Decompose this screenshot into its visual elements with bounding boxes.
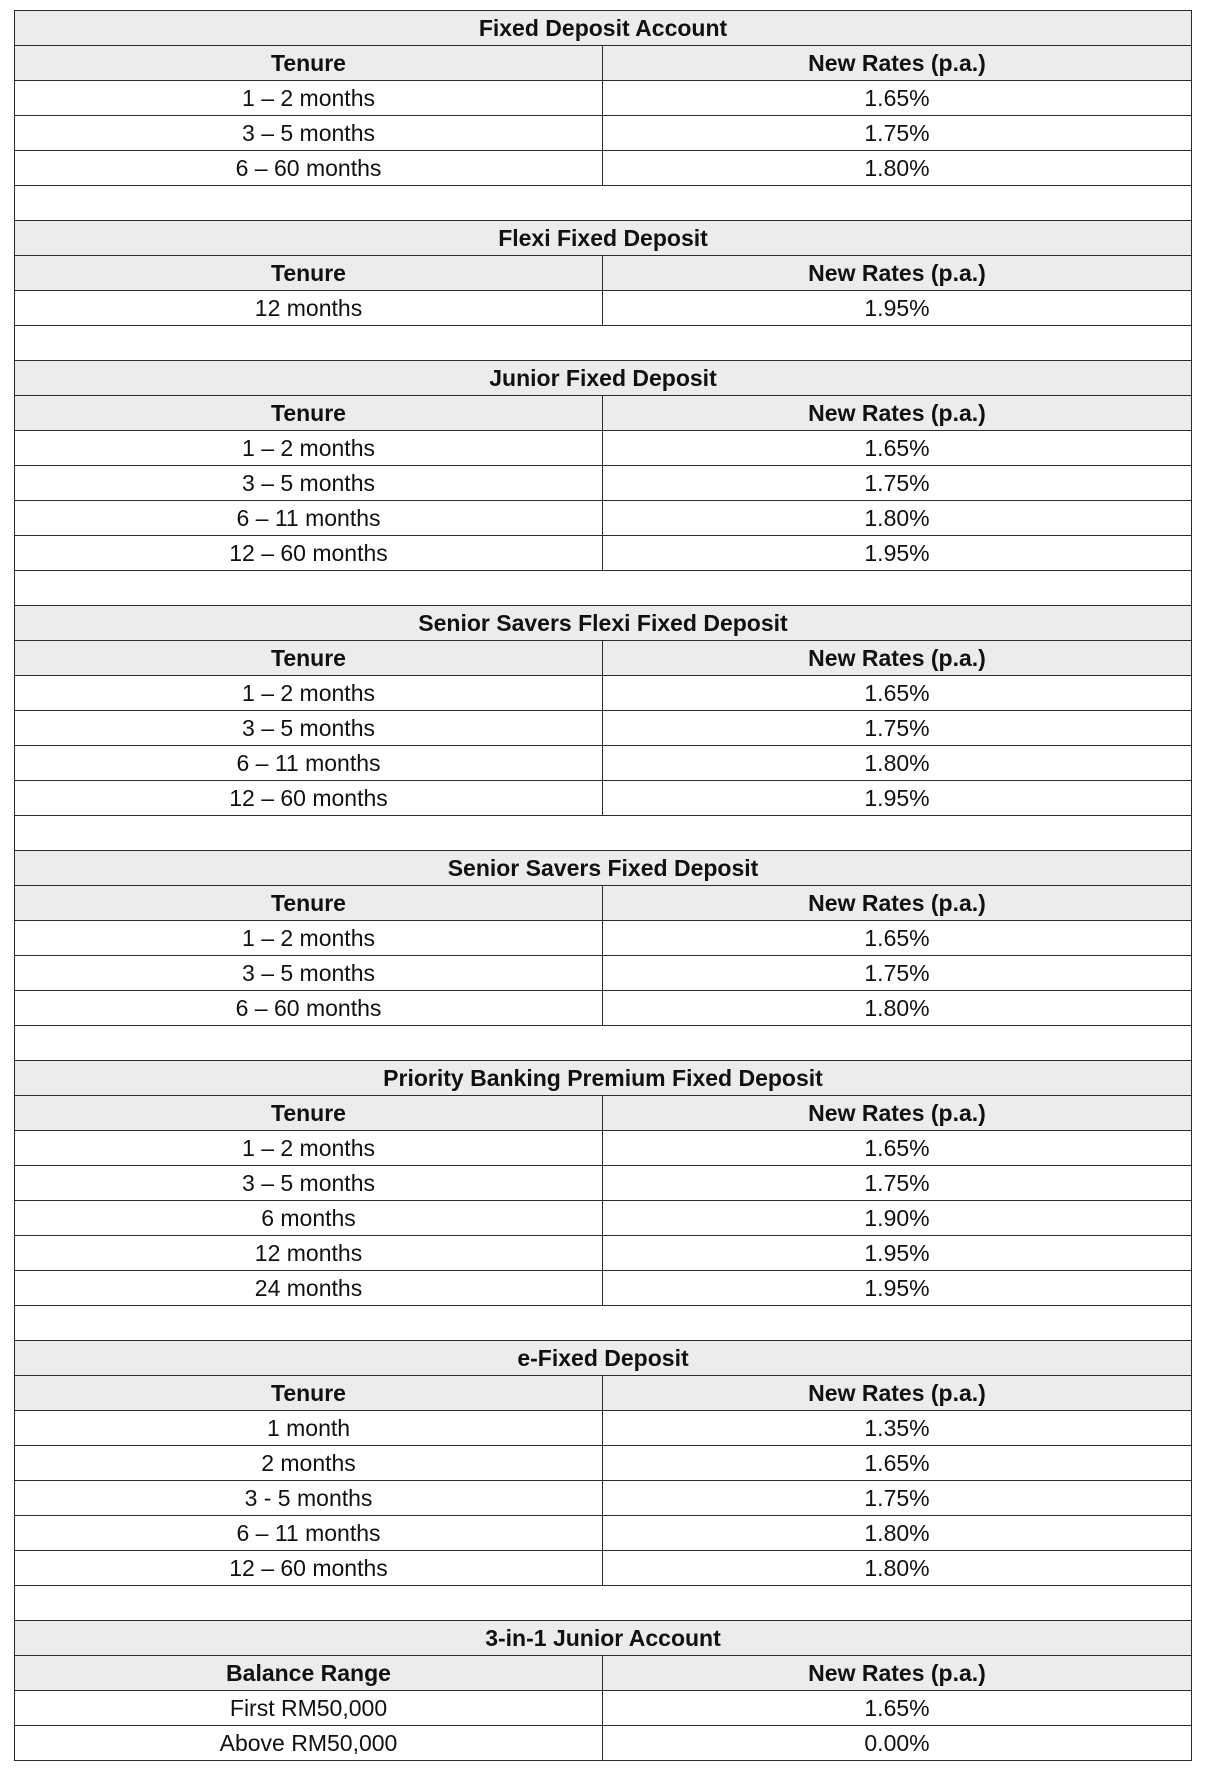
section-spacer-row [15, 816, 1192, 851]
section-title-3-in-1-junior-account: 3-in-1 Junior Account [15, 1621, 1192, 1656]
table-row [15, 1236, 1192, 1271]
rates-table [14, 10, 1192, 1761]
table-row [15, 1271, 1192, 1306]
column-header-row [15, 46, 1192, 81]
column-header-rate: New Rates (p.a.) [603, 1376, 1192, 1411]
section-spacer [15, 1586, 1192, 1621]
rate-cell: 1.65% [603, 921, 1192, 956]
column-header-rate: New Rates (p.a.) [603, 1096, 1192, 1131]
column-header-tenure: Balance Range [15, 1656, 603, 1691]
table-row [15, 536, 1192, 571]
tenure-cell: 1 – 2 months [15, 81, 603, 116]
tenure-cell: 12 months [15, 1236, 603, 1271]
table-row [15, 151, 1192, 186]
rate-cell: 1.80% [603, 501, 1192, 536]
section-spacer-row [15, 571, 1192, 606]
rate-cell: 1.35% [603, 1411, 1192, 1446]
column-header-rate: New Rates (p.a.) [603, 46, 1192, 81]
column-header-tenure: Tenure [15, 641, 603, 676]
tenure-cell: 6 – 11 months [15, 1516, 603, 1551]
tenure-cell: 6 months [15, 1201, 603, 1236]
tenure-cell: 1 – 2 months [15, 921, 603, 956]
rate-cell: 1.65% [603, 81, 1192, 116]
rate-cell: 1.75% [603, 956, 1192, 991]
column-header-tenure: Tenure [15, 1376, 603, 1411]
column-header-tenure: Tenure [15, 1096, 603, 1131]
rate-cell: 1.80% [603, 151, 1192, 186]
tenure-cell: 24 months [15, 1271, 603, 1306]
tenure-cell: 3 - 5 months [15, 1481, 603, 1516]
rate-cell: 1.80% [603, 991, 1192, 1026]
tenure-cell: 3 – 5 months [15, 956, 603, 991]
table-row [15, 676, 1192, 711]
column-header-tenure: Tenure [15, 396, 603, 431]
section-title-row [15, 1621, 1192, 1656]
section-spacer-row [15, 1026, 1192, 1061]
table-row [15, 1131, 1192, 1166]
rate-cell: 1.65% [603, 676, 1192, 711]
rate-cell: 1.65% [603, 1691, 1192, 1726]
column-header-rate: New Rates (p.a.) [603, 886, 1192, 921]
column-header-tenure: Tenure [15, 256, 603, 291]
tenure-cell: 2 months [15, 1446, 603, 1481]
rate-cell: 1.95% [603, 291, 1192, 326]
section-title-senior-savers-fixed-deposit: Senior Savers Fixed Deposit [15, 851, 1192, 886]
rate-cell: 1.95% [603, 1271, 1192, 1306]
table-row [15, 116, 1192, 151]
table-row [15, 1691, 1192, 1726]
rate-cell: 1.65% [603, 1131, 1192, 1166]
rate-cell: 1.75% [603, 466, 1192, 501]
rate-cell: 1.65% [603, 431, 1192, 466]
column-header-row [15, 256, 1192, 291]
tenure-cell: 6 – 11 months [15, 501, 603, 536]
table-row [15, 431, 1192, 466]
table-row [15, 1166, 1192, 1201]
section-title-row [15, 1061, 1192, 1096]
tenure-cell: 3 – 5 months [15, 116, 603, 151]
table-row [15, 746, 1192, 781]
table-row [15, 1516, 1192, 1551]
section-title-row [15, 221, 1192, 256]
rate-cell: 1.75% [603, 116, 1192, 151]
tenure-cell: 6 – 11 months [15, 746, 603, 781]
column-header-tenure: Tenure [15, 886, 603, 921]
section-spacer-row [15, 1586, 1192, 1621]
tenure-cell: 1 – 2 months [15, 431, 603, 466]
section-spacer [15, 186, 1192, 221]
section-spacer [15, 1026, 1192, 1061]
table-row [15, 956, 1192, 991]
rate-cell: 1.75% [603, 1481, 1192, 1516]
tenure-cell: 3 – 5 months [15, 466, 603, 501]
rates-document [14, 10, 1191, 1761]
rate-cell: 0.00% [603, 1726, 1192, 1761]
section-title-junior-fixed-deposit: Junior Fixed Deposit [15, 361, 1192, 396]
table-row [15, 466, 1192, 501]
rate-cell: 1.95% [603, 536, 1192, 571]
rates-table-body [15, 11, 1192, 1761]
column-header-row [15, 1656, 1192, 1691]
column-header-row [15, 1096, 1192, 1131]
section-spacer [15, 326, 1192, 361]
table-row [15, 291, 1192, 326]
tenure-cell: 6 – 60 months [15, 991, 603, 1026]
section-title-row [15, 11, 1192, 46]
rate-cell: 1.80% [603, 1551, 1192, 1586]
table-row [15, 1446, 1192, 1481]
section-title-priority-banking-premium-fixed-deposit: Priority Banking Premium Fixed Deposit [15, 1061, 1192, 1096]
table-row [15, 1726, 1192, 1761]
table-row [15, 1481, 1192, 1516]
rate-cell: 1.95% [603, 781, 1192, 816]
section-spacer [15, 571, 1192, 606]
rate-cell: 1.65% [603, 1446, 1192, 1481]
column-header-rate: New Rates (p.a.) [603, 641, 1192, 676]
column-header-row [15, 641, 1192, 676]
column-header-row [15, 396, 1192, 431]
column-header-rate: New Rates (p.a.) [603, 256, 1192, 291]
table-row [15, 921, 1192, 956]
tenure-cell: 1 – 2 months [15, 676, 603, 711]
section-spacer-row [15, 1306, 1192, 1341]
section-spacer-row [15, 326, 1192, 361]
tenure-cell: 3 – 5 months [15, 1166, 603, 1201]
table-row [15, 991, 1192, 1026]
tenure-cell: 12 – 60 months [15, 781, 603, 816]
rate-cell: 1.90% [603, 1201, 1192, 1236]
table-row [15, 1551, 1192, 1586]
section-spacer-row [15, 186, 1192, 221]
tenure-cell: 6 – 60 months [15, 151, 603, 186]
section-title-row [15, 361, 1192, 396]
section-title-row [15, 1341, 1192, 1376]
column-header-row [15, 886, 1192, 921]
table-row [15, 711, 1192, 746]
rate-cell: 1.80% [603, 1516, 1192, 1551]
rate-cell: 1.75% [603, 711, 1192, 746]
tenure-cell: 12 – 60 months [15, 536, 603, 571]
tenure-cell: 1 month [15, 1411, 603, 1446]
section-title-row [15, 851, 1192, 886]
tenure-cell: 3 – 5 months [15, 711, 603, 746]
section-title-fixed-deposit-account: Fixed Deposit Account [15, 11, 1192, 46]
tenure-cell: First RM50,000 [15, 1691, 603, 1726]
section-title-row [15, 606, 1192, 641]
section-spacer [15, 816, 1192, 851]
table-row [15, 781, 1192, 816]
tenure-cell: Above RM50,000 [15, 1726, 603, 1761]
tenure-cell: 1 – 2 months [15, 1131, 603, 1166]
column-header-row [15, 1376, 1192, 1411]
rate-cell: 1.75% [603, 1166, 1192, 1201]
table-row [15, 1411, 1192, 1446]
section-title-flexi-fixed-deposit: Flexi Fixed Deposit [15, 221, 1192, 256]
column-header-tenure: Tenure [15, 46, 603, 81]
column-header-rate: New Rates (p.a.) [603, 1656, 1192, 1691]
table-row [15, 501, 1192, 536]
tenure-cell: 12 months [15, 291, 603, 326]
table-row [15, 1201, 1192, 1236]
section-title-senior-savers-flexi-fixed-deposit: Senior Savers Flexi Fixed Deposit [15, 606, 1192, 641]
rate-cell: 1.80% [603, 746, 1192, 781]
tenure-cell: 12 – 60 months [15, 1551, 603, 1586]
section-spacer [15, 1306, 1192, 1341]
column-header-rate: New Rates (p.a.) [603, 396, 1192, 431]
table-row [15, 81, 1192, 116]
section-title-e-fixed-deposit: e-Fixed Deposit [15, 1341, 1192, 1376]
rate-cell: 1.95% [603, 1236, 1192, 1271]
